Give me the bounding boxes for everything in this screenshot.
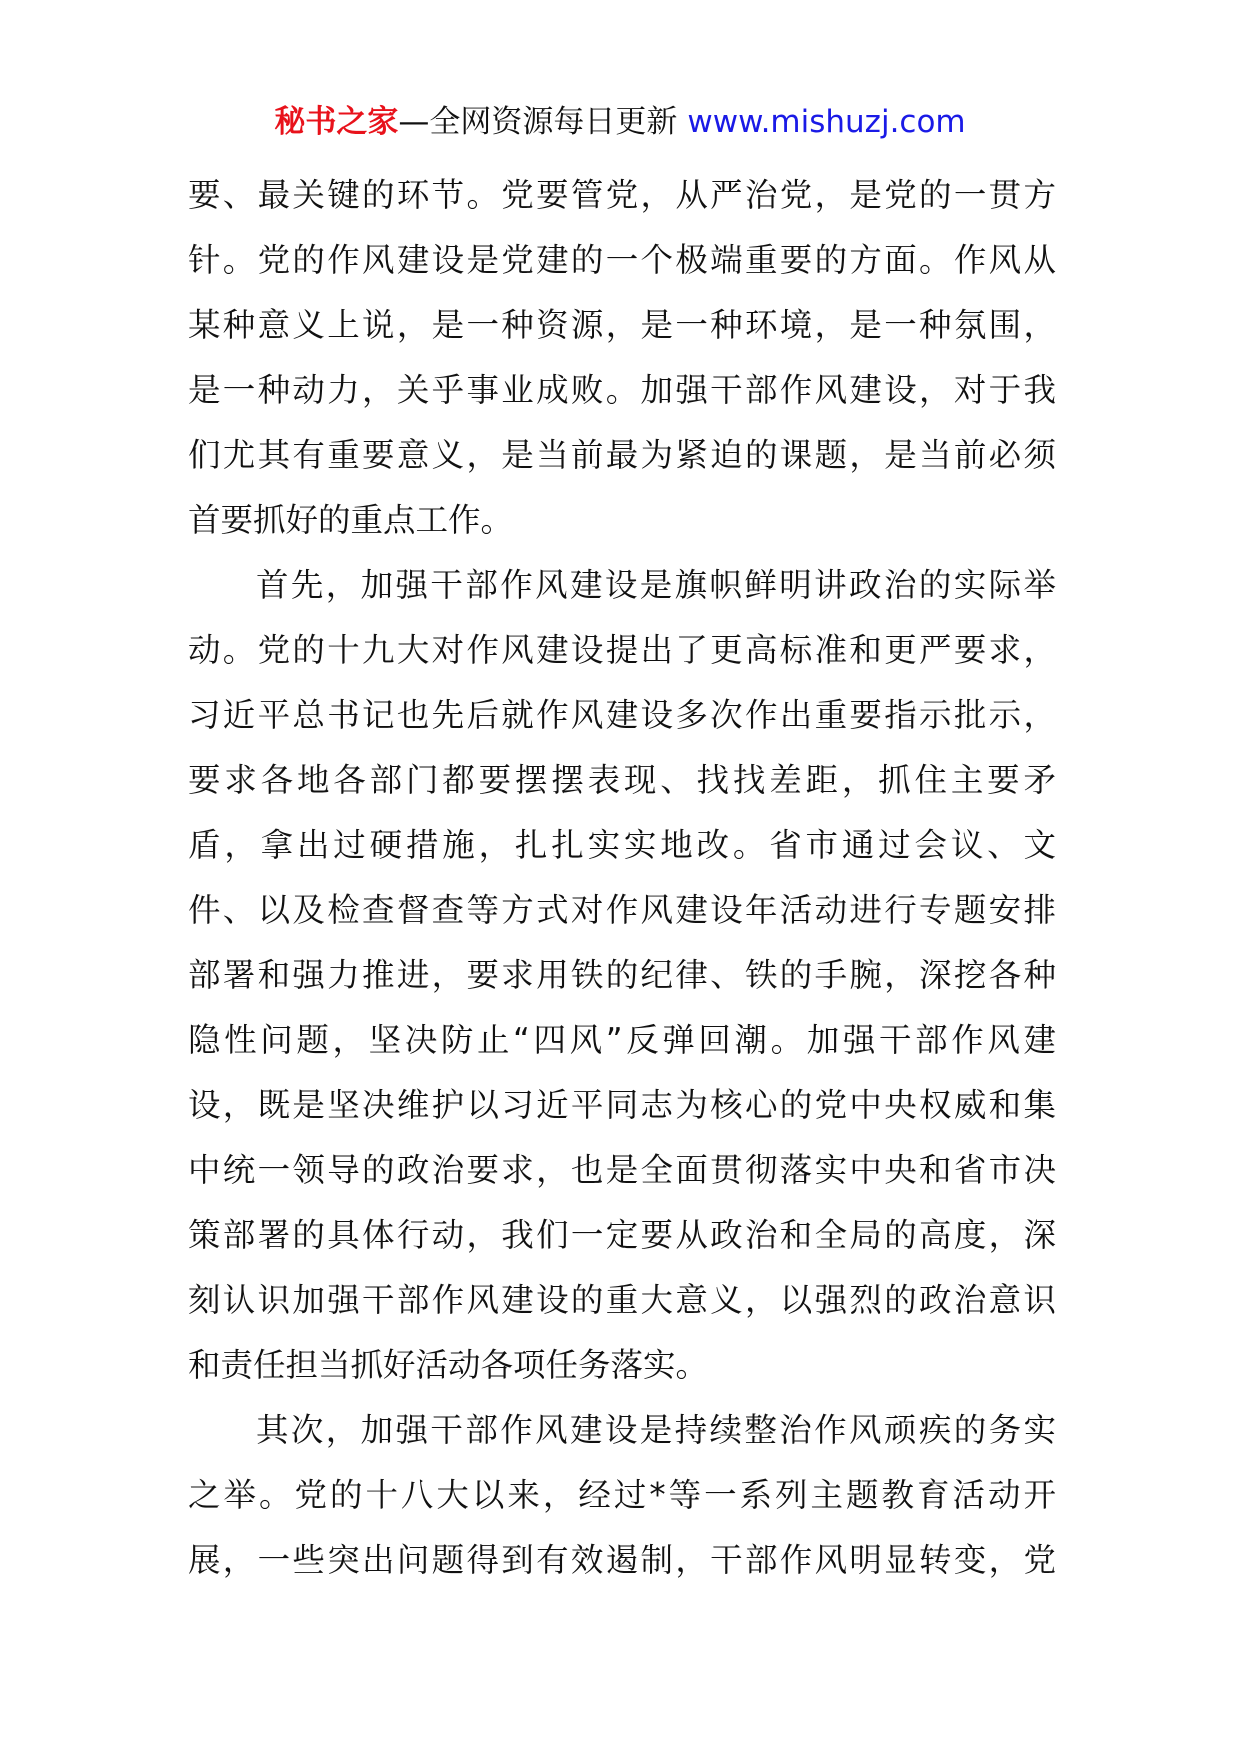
text-line: 刻认识加强干部作风建设的重大意义，以强烈的政治意识 — [188, 1281, 1056, 1319]
text-line: 其次，加强干部作风建设是持续整治作风顽疾的务实 — [256, 1411, 1056, 1449]
text-line: 是一种动力，关乎事业成败。加强干部作风建设，对于我 — [188, 371, 1056, 409]
header-brand: 秘书之家 — [274, 104, 399, 140]
header-slogan: —全网资源每日更新 — [398, 104, 678, 140]
header-site-url[interactable]: www.mishuzj.com — [687, 104, 966, 140]
text-line: 习近平总书记也先后就作风建设多次作出重要指示批示， — [188, 696, 1056, 734]
text-line: 设，既是坚决维护以习近平同志为核心的党中央权威和集 — [188, 1086, 1056, 1124]
text-line: 之举。党的十八大以来，经过*等一系列主题教育活动开 — [188, 1476, 1056, 1514]
text-line: 中统一领导的政治要求，也是全面贯彻落实中央和省市决 — [188, 1151, 1056, 1189]
text-line: 策部署的具体行动，我们一定要从政治和全局的高度，深 — [188, 1216, 1056, 1254]
text-line: 某种意义上说，是一种资源，是一种环境，是一种氛围， — [188, 306, 1056, 344]
text-line: 们尤其有重要意义，是当前最为紧迫的课题，是当前必须 — [188, 436, 1056, 474]
text-line: 首要抓好的重点工作。 — [188, 501, 514, 539]
text-line: 针。党的作风建设是党建的一个极端重要的方面。作风从 — [188, 241, 1056, 279]
text-line: 隐性问题，坚决防止“四风”反弹回潮。加强干部作风建 — [188, 1021, 1056, 1059]
text-line: 首先，加强干部作风建设是旗帜鲜明讲政治的实际举 — [256, 566, 1056, 604]
text-line: 要、最关键的环节。党要管党，从严治党，是党的一贯方 — [188, 176, 1056, 214]
text-line: 盾，拿出过硬措施，扎扎实实地改。省市通过会议、文 — [188, 826, 1056, 864]
text-line: 要求各地各部门都要摆摆表现、找找差距，抓住主要矛 — [188, 761, 1056, 799]
text-line: 件、以及检查督查等方式对作风建设年活动进行专题安排 — [188, 891, 1056, 929]
text-line: 和责任担当抓好活动各项任务落实。 — [188, 1346, 709, 1384]
page-header — [0, 100, 1240, 144]
text-line: 动。党的十九大对作风建设提出了更高标准和更严要求， — [188, 631, 1056, 669]
document-body — [188, 163, 1056, 1593]
text-line: 部署和强力推进，要求用铁的纪律、铁的手腕，深挖各种 — [188, 956, 1056, 994]
text-line: 展，一些突出问题得到有效遏制，干部作风明显转变，党 — [188, 1541, 1056, 1579]
